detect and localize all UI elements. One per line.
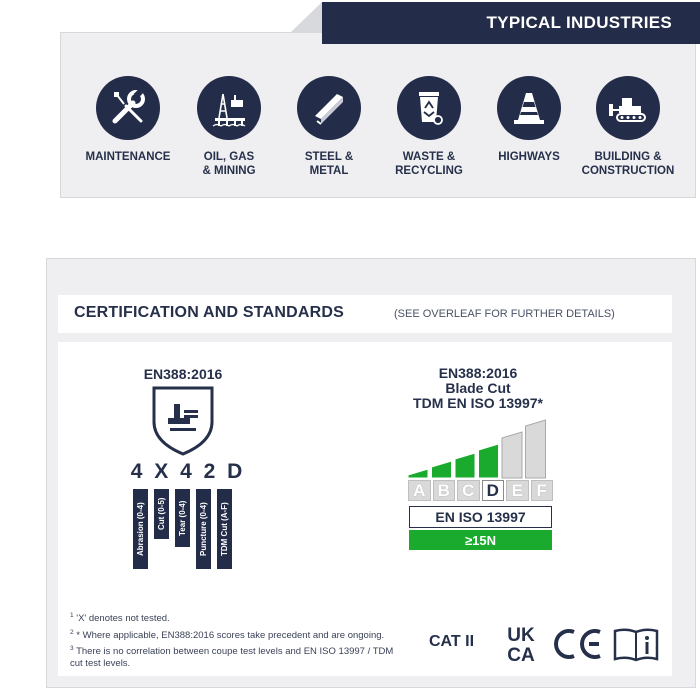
blade-title-line1: EN388:2016 (438, 365, 518, 381)
ce-mark-icon (552, 627, 604, 661)
score-label-puncture: Puncture (0-4) (196, 489, 211, 569)
footnote: $^3$ There is no correlation between coupe test levels and EN ISO 13997 / TDM cut test levels. (70, 645, 394, 669)
industry-highways (474, 76, 584, 164)
level-bar-D (479, 444, 499, 478)
industry-label: OIL, GAS (203, 151, 255, 163)
industry-maintenance (73, 76, 183, 164)
footnotes (70, 610, 400, 671)
level-bar-B (432, 461, 452, 478)
score-label-tear: Tear (0-4) (175, 489, 190, 547)
score-label-cut: Cut (0-5) (154, 489, 169, 539)
industry-label-line2: RECYCLING (395, 165, 463, 177)
industry-label-line2: METAL (309, 165, 349, 177)
footnote: $^2$ * Where applicable, EN388:2016 scores take precedent and are ongoing. (70, 628, 385, 641)
bulldozer-icon (596, 76, 660, 140)
iso-standard-box: EN ISO 13997 (409, 506, 552, 528)
level-bar-C (455, 453, 475, 478)
steel-beam-icon (297, 76, 361, 140)
level-cell: B (433, 480, 456, 501)
blade-title-line2: Blade Cut (445, 380, 511, 396)
svg-text:CA: CA (507, 645, 535, 663)
ukca-mark-icon (500, 623, 542, 663)
en388-title: EN388:2016 (143, 366, 223, 382)
industry-label: WASTE & (402, 151, 456, 163)
certification-title: CERTIFICATION AND STANDARDS (74, 304, 344, 321)
en388-shield-icon (150, 384, 216, 456)
level-cell: A (408, 480, 431, 501)
industry-label: HIGHWAYS (498, 151, 560, 163)
cut-force-box: ≥15N (409, 530, 552, 550)
instruction-manual-icon (612, 626, 660, 662)
level-cell: E (506, 480, 529, 501)
traffic-cone-icon (497, 76, 561, 140)
score-label-abrasion: Abrasion (0-4) (133, 489, 148, 569)
level-cell: D (482, 480, 505, 501)
certification-note: (SEE OVERLEAF FOR FURTHER DETAILS) (394, 308, 615, 320)
certification-header (58, 295, 672, 333)
industry-label-line2: & MINING (202, 165, 256, 177)
oil-rig-icon (197, 76, 261, 140)
blade-title-line3: TDM EN ISO 13997* (413, 395, 543, 411)
level-bar-F (526, 420, 546, 478)
industry-label: BUILDING & (594, 151, 662, 163)
industry-oil-gas-mining (174, 76, 284, 178)
tools-icon (96, 76, 160, 140)
industries-heading: TYPICAL INDUSTRIES (322, 2, 700, 44)
en388-scores: 4 X 4 2 D (130, 460, 246, 483)
svg-text:UK: UK (507, 625, 535, 646)
industry-label-line2: CONSTRUCTION (581, 165, 675, 177)
industry-waste-recycling (374, 76, 484, 178)
footnote: $^1$ 'X' denotes not tested. (70, 612, 170, 625)
category-label: CAT II (429, 633, 475, 650)
blade-cut-title (388, 366, 568, 411)
recycling-bin-icon (397, 76, 461, 140)
industry-building-construction (573, 76, 683, 178)
blade-cut-levels (408, 480, 553, 501)
industries-tab-fold (290, 2, 322, 33)
certification-body (58, 342, 672, 676)
level-bar-A (408, 469, 428, 478)
score-label-tdm-cut: TDM Cut (A-F) (217, 489, 232, 569)
level-bar-E (502, 432, 522, 478)
industry-label: STEEL & (304, 151, 354, 163)
level-cell: F (531, 480, 554, 501)
industry-steel-metal (274, 76, 384, 178)
level-cell: C (457, 480, 480, 501)
industry-label: MAINTENANCE (85, 151, 171, 163)
